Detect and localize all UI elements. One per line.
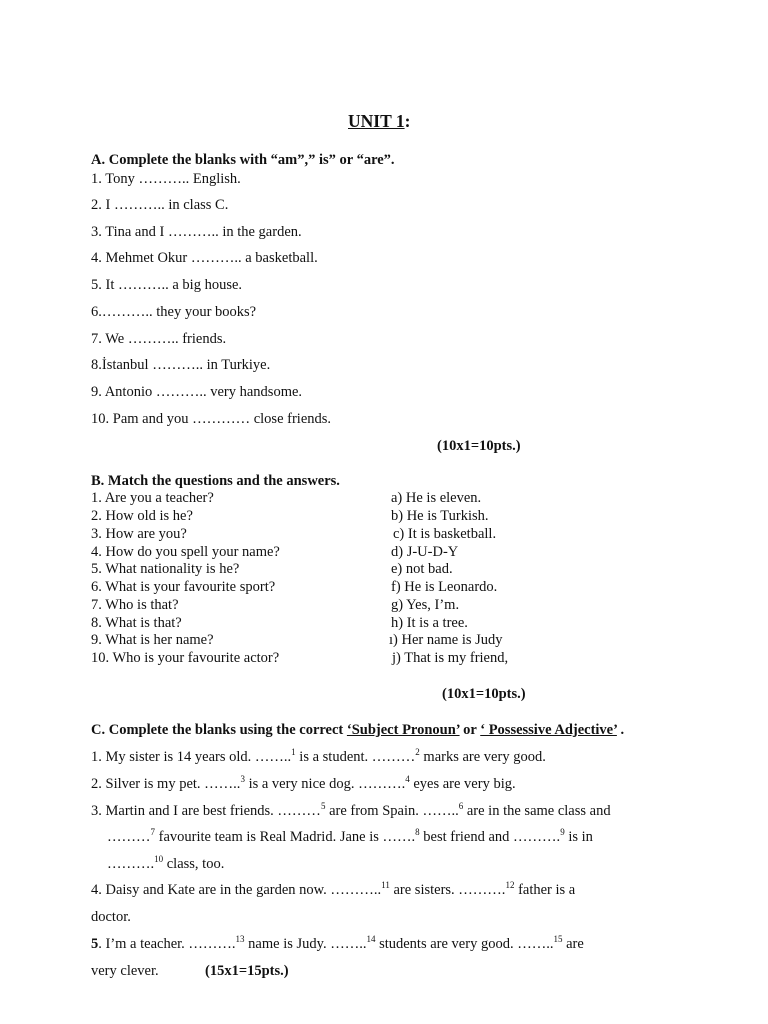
line-text: are <box>562 936 584 952</box>
blank-number: 3 <box>240 774 245 785</box>
line-text: ………. <box>107 856 155 872</box>
line-text: are sisters. ………. <box>389 882 506 898</box>
answer-item: b) He is Turkish. <box>391 508 489 524</box>
line-text: 3. Martin and I are best friends. ……… <box>91 803 321 819</box>
section-c-line <box>91 774 516 792</box>
line-text: very clever. <box>91 963 159 979</box>
section-a-heading: A. Complete the blanks with “am”,” is” or “are”. <box>91 152 395 168</box>
section-c-heading <box>91 723 624 738</box>
answer-item: d) J-U-D-Y <box>391 544 459 560</box>
answer-item: ı) Her name is Judy <box>389 632 503 648</box>
line-text: is a student. ……… <box>295 749 416 765</box>
blank-number: 13 <box>235 934 245 945</box>
answer-item: e) not bad. <box>391 561 453 577</box>
section-a-item: 5. It ……….. a big house. <box>91 277 243 293</box>
unit-title-colon: : <box>404 111 411 131</box>
blank-number: 5 <box>320 801 326 812</box>
section-c-line <box>91 910 131 925</box>
question-item: 5. What nationality is he? <box>91 561 240 577</box>
section-b-heading: B. Match the questions and the answers. <box>91 473 340 489</box>
line-text: are in the same class and <box>463 803 611 819</box>
section-a-item: 1. Tony ……….. English. <box>91 171 241 187</box>
section-c-heading-suffix: . <box>616 722 625 738</box>
question-item: 7. Who is that? <box>91 597 179 613</box>
line-text: best friend and ………. <box>419 829 561 845</box>
blank-number: 6 <box>458 801 464 812</box>
subject-pronoun-term: ‘Subject Pronoun’ <box>346 722 460 738</box>
blank-number: 4 <box>405 774 410 785</box>
answer-item: j) That is my friend, <box>392 650 509 666</box>
line-text: doctor. <box>91 909 131 925</box>
question-item: 2. How old is he? <box>91 508 193 524</box>
question-item: 9. What is her name? <box>91 632 214 648</box>
answer-item: a) He is eleven. <box>391 490 482 506</box>
answer-item: c) It is basketball. <box>393 526 497 542</box>
blank-number: 9 <box>560 827 565 838</box>
section-a-item: 10. Pam and you ………… close friends. <box>91 411 332 427</box>
item-number: 5 <box>91 936 99 952</box>
section-c-line <box>91 934 584 952</box>
question-item: 4. How do you spell your name? <box>91 544 280 560</box>
section-c-heading-prefix: C. Complete the blanks using the correct <box>91 722 347 738</box>
blank-number: 15 <box>553 934 563 945</box>
section-c-line <box>107 854 225 872</box>
blank-number: 1 <box>291 747 296 758</box>
line-text: 4. Daisy and Kate are in the garden now. ……….. <box>91 882 382 898</box>
section-c-line <box>91 801 611 819</box>
line-text: father is a <box>514 882 576 898</box>
section-b-score: (10x1=10pts.) <box>442 686 526 702</box>
blank-number: 8 <box>415 827 420 838</box>
line-text: eyes are very big. <box>409 776 516 792</box>
blank-number: 12 <box>505 880 515 891</box>
section-a-item: 9. Antonio ……….. very handsome. <box>91 384 303 400</box>
line-text: ……… <box>107 829 151 845</box>
line-text: is a very nice dog. ………. <box>244 776 406 792</box>
section-c-heading-or: or <box>459 722 481 738</box>
line-text: are from Spain. …….. <box>325 803 459 819</box>
possessive-adjective-term: ‘ Possessive Adjective’ <box>480 722 617 738</box>
blank-number: 10 <box>154 854 164 865</box>
question-item: 6. What is your favourite sport? <box>91 579 276 595</box>
section-a-item: 4. Mehmet Okur ……….. a basketball. <box>91 250 318 266</box>
line-text: 1. My sister is 14 years old. …….. <box>91 749 292 765</box>
line-text: students are very good. …….. <box>375 936 554 952</box>
section-c-line <box>107 827 593 845</box>
section-c-line <box>91 964 159 979</box>
answer-item: f) He is Leonardo. <box>391 579 498 595</box>
line-text: name is Judy. …….. <box>244 936 367 952</box>
question-item: 3. How are you? <box>91 526 187 542</box>
question-item: 8. What is that? <box>91 615 182 631</box>
section-a-item: 6.……….. they your books? <box>91 304 257 320</box>
line-text: favourite team is Real Madrid. Jane is ……. <box>155 829 416 845</box>
line-text: class, too. <box>163 856 225 872</box>
answer-item: g) Yes, I’m. <box>391 597 460 613</box>
answer-item: h) It is a tree. <box>391 615 468 631</box>
line-text: is in <box>564 829 593 845</box>
section-a-item: 8.İstanbul ……….. in Turkiye. <box>91 357 271 373</box>
unit-title <box>348 113 410 131</box>
question-item: 10. Who is your favourite actor? <box>91 650 280 666</box>
unit-title-text: UNIT 1 <box>348 111 405 131</box>
question-item: 1. Are you a teacher? <box>91 490 214 506</box>
section-c-line <box>91 747 546 765</box>
line-text: . I’m a teacher. ………. <box>98 936 236 952</box>
blank-number: 11 <box>381 880 390 891</box>
section-c-line <box>91 880 576 898</box>
section-a-item: 3. Tina and I ……….. in the garden. <box>91 224 302 240</box>
section-c-score: (15x1=15pts.) <box>205 963 289 979</box>
section-a-score: (10x1=10pts.) <box>437 438 521 454</box>
blank-number: 7 <box>150 827 155 838</box>
line-text: 2. Silver is my pet. …….. <box>91 776 241 792</box>
section-a-item: 2. I ……….. in class C. <box>91 197 229 213</box>
line-text: marks are very good. <box>419 749 546 765</box>
blank-number: 2 <box>415 747 420 758</box>
section-a-item: 7. We ……….. friends. <box>91 331 227 347</box>
blank-number: 14 <box>366 934 376 945</box>
